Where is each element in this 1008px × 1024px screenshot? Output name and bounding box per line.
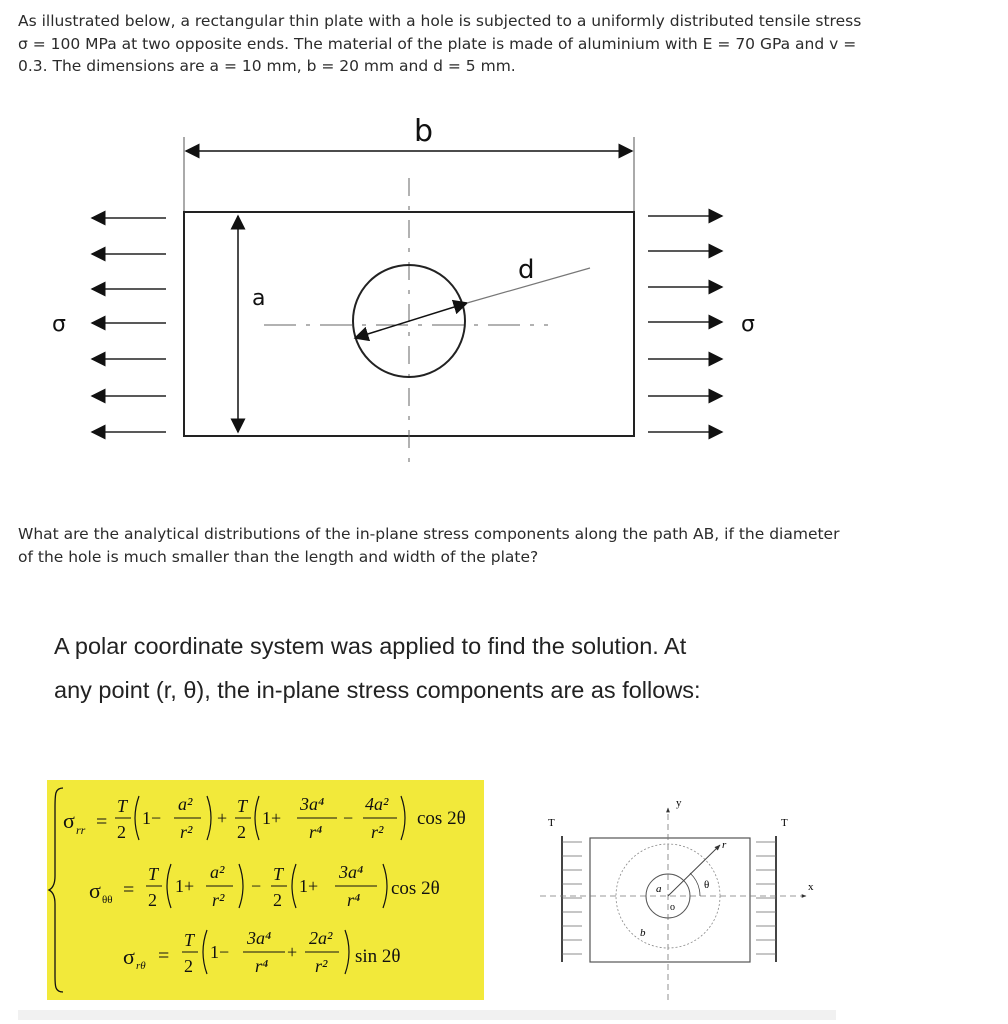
eq2-cos2t: cos 2θ [391,878,440,899]
eq3-r4: r⁴ [255,956,269,976]
question-text [18,10,862,78]
bottom-strip [18,1010,836,1020]
eq1-cos2t: cos 2θ [417,808,466,829]
diagram-rect [590,838,750,962]
diagram-line [668,845,720,896]
eq1-one-minus: 1− [142,808,162,828]
eq1-one-plus: 1+ [262,808,282,828]
eq2-T2: T [273,864,284,884]
diagram-path [255,796,259,840]
left-load-arrows [92,218,166,432]
diagram-path [292,864,296,908]
eq3-sin2t: sin 2θ [355,946,401,967]
question-line: σ = 100 MPa at two opposite ends. The material of the plate is made of aluminium with E = 70 GPa and v = [18,34,857,53]
answer-line: A polar coordinate system was applied to find the solution. At [54,633,687,659]
eq1-two2: 2 [237,822,246,842]
label-a: a [252,286,266,311]
eq1-T2: T [237,796,248,816]
eq3-one-minus: 1− [210,942,230,962]
answer-line: any point (r, θ), the in-plane stress components are as follows: [54,677,701,703]
diagram-path [401,796,405,840]
eq2-a2: a² [210,862,225,882]
diagram-path [345,930,349,974]
followup-line: What are the analytical distributions of the in-plane stress components along the path AB, if the diameter [18,525,840,543]
eq3-two: 2 [184,956,193,976]
fig2-y: y [676,797,682,809]
eq2-3a4: 3a⁴ [339,862,364,882]
eq1-4a2: 4a² [365,794,389,814]
eq3-T: T [184,930,195,950]
eq2-r2: r² [212,890,225,910]
label-sigma-right: σ [741,312,755,337]
eq2-equals: = [123,879,135,901]
eq2-one-plus2: 1+ [299,876,319,896]
diagram-path [203,930,207,974]
eq1-r2b: r² [371,822,384,842]
sub-rt: rθ [136,960,146,972]
eq1-T1: T [117,796,128,816]
eq3-plus: + [287,942,298,962]
polar-diagram [528,790,836,1010]
fig2-r: r [722,839,727,851]
answer-text [54,624,701,712]
eq1-3a4: 3a⁴ [300,794,325,814]
sigma-rt: σ [123,944,135,969]
eq3-2a2: 2a² [309,928,333,948]
eq2-minus: − [251,876,262,896]
diagram-path [383,864,387,908]
fig2-theta: θ [704,879,710,891]
left-brace [49,788,63,992]
eq3-equals: = [158,945,170,967]
eq1-plus: + [217,808,228,828]
eq1-r4: r⁴ [309,822,323,842]
followup-line: of the hole is much smaller than the length and width of the plate? [18,547,539,566]
eq1-equals: = [96,811,108,833]
eq2-one-plus: 1+ [175,876,195,896]
eq3-r2: r² [315,956,328,976]
fig2-b: b [640,927,646,939]
dimension-d-line [355,303,467,338]
label-b: b [414,114,434,149]
sub-tt: θθ [102,894,113,906]
eq2-T1: T [148,864,159,884]
diagram-path [239,864,243,908]
eq3-3a4: 3a⁴ [247,928,272,948]
label-d: d [518,255,535,285]
sigma-rr: σ [63,808,75,833]
eq2-two2: 2 [273,890,282,910]
right-load-arrows [648,216,722,432]
plate-diagram [40,110,780,480]
equations [47,780,484,1000]
sub-rr: rr [76,823,86,837]
followup-question [18,523,848,568]
fig2-o: o [670,902,675,913]
eq1-r2: r² [180,822,193,842]
diagram-path [135,796,139,840]
diagram-path [207,796,211,840]
question-line: As illustrated below, a rectangular thin plate with a hole is subjected to a uniformly distributed tensile stress [18,12,862,30]
question-line: 0.3. The dimensions are a = 10 mm, b = 20 mm and d = 5 mm. [18,57,516,75]
eq1-two1: 2 [117,822,126,842]
eq2-two1: 2 [148,890,157,910]
fig2-T-right: T [781,817,788,829]
eq1-a2: a² [178,794,193,814]
eq2-r4: r⁴ [347,890,361,910]
fig2-T-left: T [548,817,555,829]
eq1-minus: − [343,808,354,828]
diagram-path [167,864,171,908]
diagram-path [690,873,700,896]
sigma-tt: σ [89,878,101,903]
label-sigma-left: σ [52,312,66,337]
fig2-x: x [808,881,814,893]
fig2-a: a [656,883,662,895]
